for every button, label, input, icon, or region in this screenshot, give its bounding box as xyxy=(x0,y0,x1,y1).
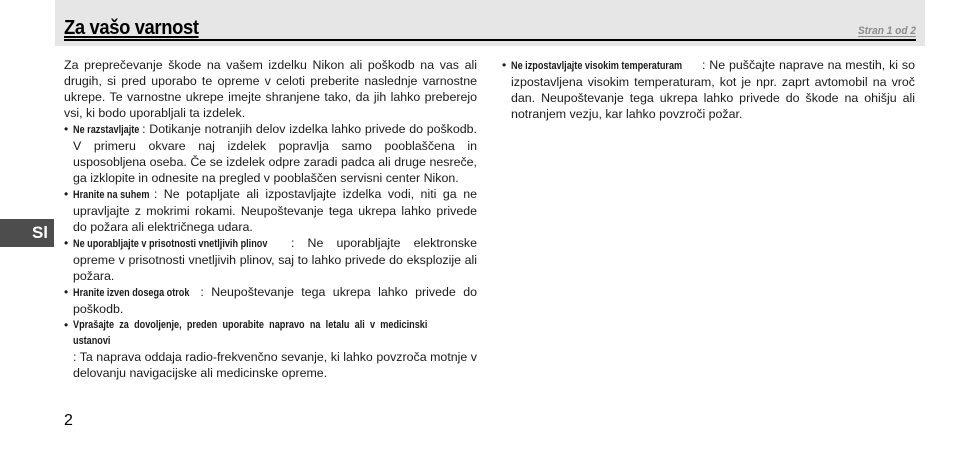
page-title: Za vašo varnost xyxy=(64,17,199,39)
bullet-term: Hranite izven dosega otrok xyxy=(73,287,190,299)
title-rule xyxy=(64,39,916,41)
bullet-item-flammable-gas xyxy=(64,235,477,284)
bullet-item-disassemble xyxy=(64,121,477,186)
language-tab xyxy=(0,219,54,247)
bullet-term: Hranite na suhem xyxy=(73,189,150,201)
left-column xyxy=(64,57,477,381)
bullet-term: Ne razstavljajte xyxy=(73,124,140,136)
bullet-text: : Ne potapljate ali izpostavljajte izdelka vodi, niti ga ne upravljajte z mokrimi rokami. Neupoštevanje tega ukrepa lahko privede do požara ali električnega udara. xyxy=(73,187,477,234)
bullet-item-keep-dry xyxy=(64,186,477,235)
bullet-item-aircraft-medical xyxy=(64,317,477,381)
page-number: 2 xyxy=(64,412,73,429)
bullet-text: : Ne puščajte naprave na mestih, ki so izpostavljena visokim temperaturam, kot je npr. zaprt avtomobil na vroč dan. Neupoštevanje tega ukrepa lahko privede do škode na ohišju ali notranjem vezju, kar lahko povzroči požar. xyxy=(511,58,915,121)
intro-paragraph: Za preprečevanje škode na vašem izdelku Nikon ali poškodb na vas ali drugih, si pred uporabo te opreme v celoti preberite naslednje varnostne ukrepe. Te varnostne ukrepe imejte shranjene tako, da jih lahko preberejo vsi, ki bodo uporabljali ta izdelek. xyxy=(64,58,477,120)
bullet-item-children xyxy=(64,284,477,317)
bullet-text: : Ne uporabljajte elektronske opreme v prisotnosti vnetljivih plinov, saj to lahko privede do eksplozije ali požara. xyxy=(73,236,477,283)
right-column xyxy=(502,57,915,122)
page-indicator: Stran 1 od 2 xyxy=(858,25,916,37)
bullet-term: Vprašajte za dovoljenje, preden uporabite napravo na letalu ali v medicinski ustanovi xyxy=(73,319,428,347)
bullet-text: : Neupoštevanje tega ukrepa lahko privede do poškodb. xyxy=(73,285,477,316)
left-bullet-list xyxy=(64,121,477,381)
right-bullet-list xyxy=(502,57,915,122)
language-tab-label: Sl xyxy=(31,223,48,242)
bullet-term: Ne izpostavljajte visokim temperaturam xyxy=(511,60,683,72)
bullet-term: Ne uporabljajte v prisotnosti vnetljivih plinov xyxy=(73,238,268,250)
bullet-text: : Ta naprava oddaja radio-frekvenčno sevanje, ki lahko povzroča motnje v delovanju navigacijske ali medicinske opreme. xyxy=(73,350,477,380)
bullet-item-high-temperature xyxy=(502,57,915,122)
bullet-text: : Dotikanje notranjih delov izdelka lahko privede do poškodb. V primeru okvare naj izdelek popravlja samo pooblaščena in usposobljena oseba. Če se izdelek odpre zaradi padca ali druge nesreče, ga izklopite in odnesite na pregled v pooblaščen servisni center Nikon. xyxy=(73,122,477,185)
